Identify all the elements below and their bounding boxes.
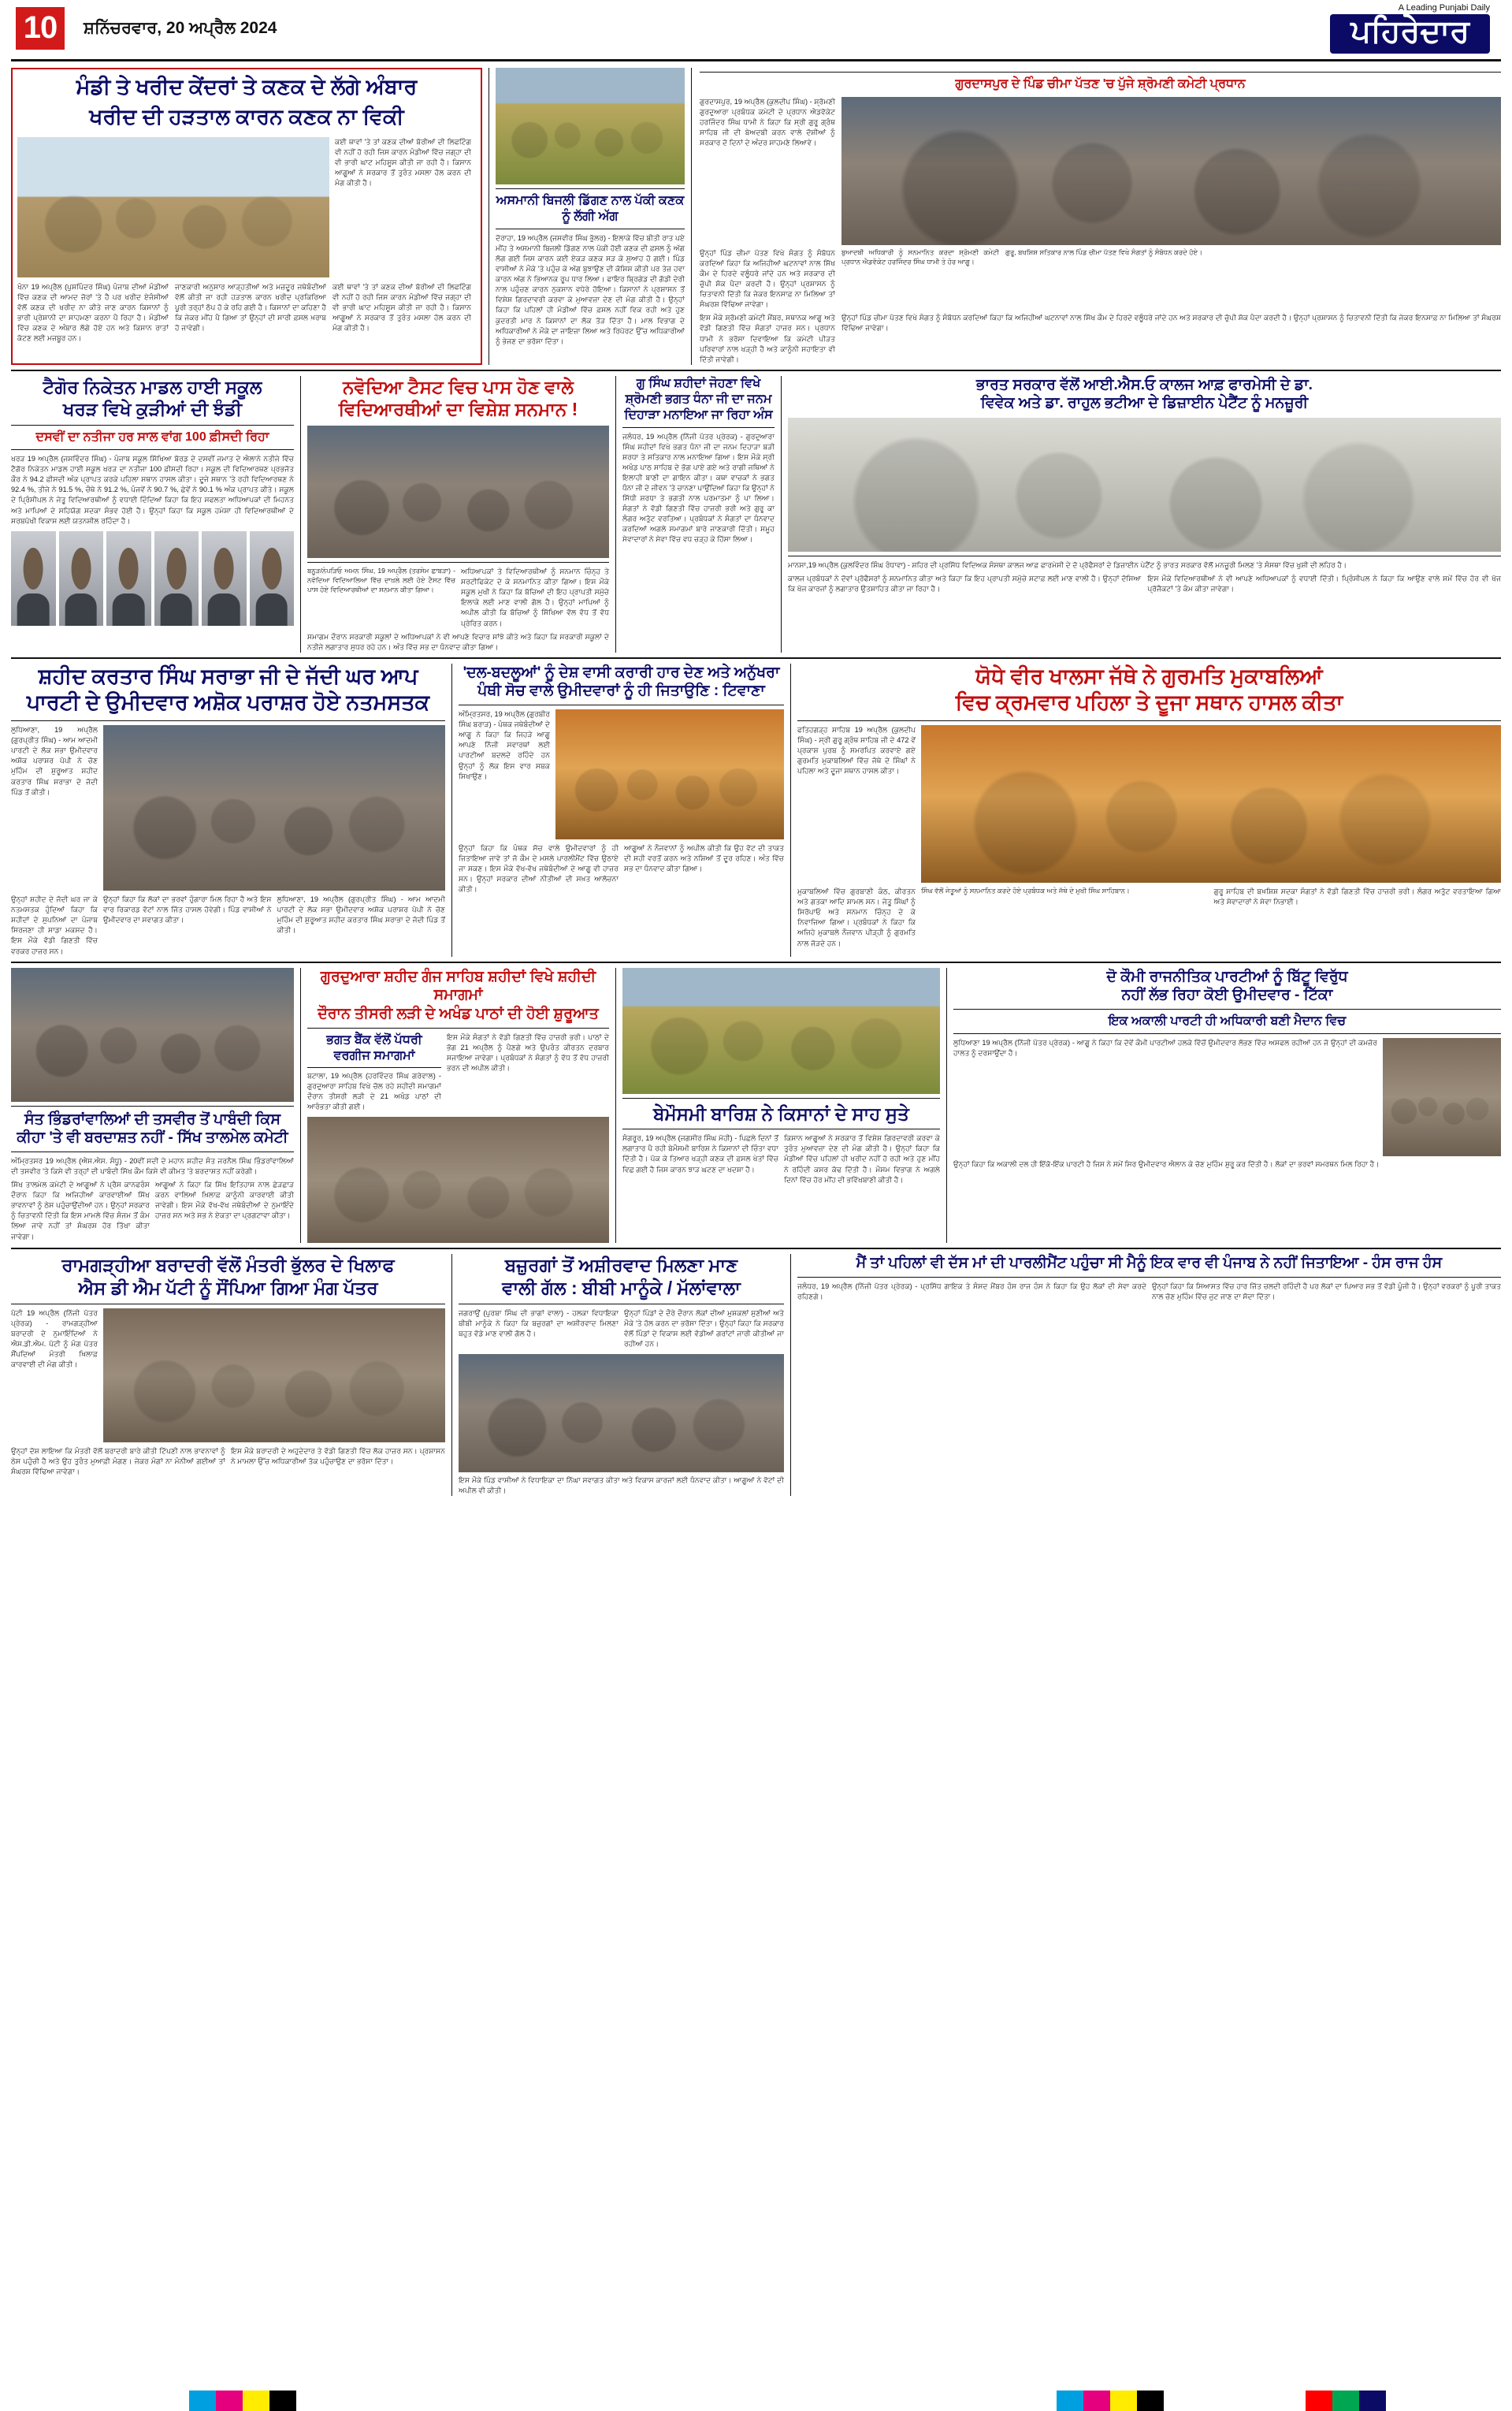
navodaya-text-col1: ਅਧਿਆਪਕਾਂ ਤੇ ਵਿਦਿਆਰਥੀਆਂ ਨੂੰ ਸਨਮਾਨ ਚਿੰਨ੍ਹ ਤੇ ਸਰਟੀਫਿਕੇਟ ਦੇ ਕੇ ਸਨਮਾਨਿਤ ਕੀਤਾ ਗਿਆ। ਇਸ ਮੌਕੇ ਸਕੂਲ ਮੁਖੀ ਨੇ ਕਿਹਾ ਕਿ ਬੱਚਿਆਂ ਦੀ ਇਹ ਪ੍ਰਾਪਤੀ ਸਮੁੱਚੇ ਇਲਾਕੇ ਲਈ ਮਾਣ ਵਾਲੀ ਗੱਲ ਹੈ। ਉਨ੍ਹਾਂ ਮਾਪਿਆਂ ਨੂੰ ਅਪੀਲ ਕੀਤੀ ਕਿ ਬੱਚਿਆਂ ਨੂੰ ਸਿੱਖਿਆ ਵੱਲ ਵੱਧ ਤੋਂ ਵੱਧ ਪ੍ਰੇਰਿਤ ਕਰਨ। bbox=[461, 567, 609, 627]
hans-article bbox=[791, 1254, 1501, 1496]
gurdwara-text-col2: ਇਸ ਮੌਕੇ ਸੰਗਤਾਂ ਨੇ ਵੱਡੀ ਗਿਣਤੀ ਵਿੱਚ ਹਾਜ਼ਰੀ ਭਰੀ। ਪਾਠਾਂ ਦੇ ਭੋਗ 21 ਅਪ੍ਰੈਲ ਨੂੰ ਪੈਣਗੇ ਅਤੇ ਉਪਰੰਤ ਕੀਰਤਨ ਦਰਬਾਰ ਸਜਾਇਆ ਜਾਵੇਗਾ। ਪ੍ਰਬੰਧਕਾਂ ਨੇ ਸੰਗਤਾਂ ਨੂੰ ਵੱਧ ਤੋਂ ਵੱਧ ਹਾਜ਼ਰੀ ਭਰਨ ਦੀ ਅਪੀਲ ਕੀਤੀ। bbox=[447, 1032, 609, 1072]
ramgarhia-text-col3: ਇਸ ਮੌਕੇ ਬਰਾਦਰੀ ਦੇ ਅਹੁਦੇਦਾਰ ਤੇ ਵੱਡੀ ਗਿਣਤੀ ਵਿੱਚ ਲੋਕ ਹਾਜ਼ਰ ਸਨ। ਪ੍ਰਸ਼ਾਸਨ ਨੇ ਮਾਮਲਾ ਉੱਚ ਅਧਿਕਾਰੀਆਂ ਤੱਕ ਪਹੁੰਚਾਉਣ ਦਾ ਭਰੋਸਾ ਦਿੱਤਾ। bbox=[231, 1446, 445, 1465]
advocate-caption-right: ਗੁਰੂ, ਬਖਸ਼ਿਸ਼ ਸਤਿਕਾਰ ਨਾਲ ਪਿੰਡ ਚੀਮਾ ਪੱਤਣ ਵਿਖੇ ਸੰਗਤਾਂ ਨੂੰ ਸੰਬੋਧਨ ਕਰਦੇ ਹੋਏ। bbox=[1005, 248, 1203, 256]
bhagat-article bbox=[616, 376, 782, 653]
lead-photo bbox=[17, 137, 329, 277]
page-number: 10 bbox=[16, 7, 65, 50]
bhindranwale-headline-line2: ਕੀਹਾ 'ਤੇ ਵੀ ਬਰਦਾਸ਼ਤ ਨਹੀਂ - ਸਿੱਖ ਤਾਲਮੇਲ ਕਮੇਟੀ bbox=[17, 1129, 288, 1147]
tikka-headline-line2: ਨਹੀਂ ਲੱਭ ਰਿਹਾ ਕੋਈ ਉਮੀਦਵਾਰ - ਟਿੱਕਾ bbox=[1121, 987, 1333, 1004]
topper-portrait bbox=[59, 531, 104, 626]
advocate-caption-left: ਬੁਆਦਬੀ ਅਧਿਕਾਰੀ ਨੂੰ ਸਨਮਾਨਿਤ ਕਰਦਾ ਸ਼੍ਰੋਮਣੀ ਕਮੇਟੀ ਪ੍ਰਧਾਨ ਐਡਵੋਕੇਟ ਹਰਜਿੰਦਰ ਸਿੰਘ ਧਾਮੀ ਤੇ ਹੋਰ ਆਗੂ। bbox=[841, 248, 999, 266]
gurdwara-headline-line2: ਦੌਰਾਨ ਤੀਸਰੀ ਲੜੀ ਦੇ ਅਖੰਡ ਪਾਠਾਂ ਦੀ ਹੋਈ ਸ਼ੁਰੂਆਤ bbox=[318, 1006, 599, 1023]
mallanwala-text-col3: ਇਸ ਮੌਕੇ ਪਿੰਡ ਵਾਸੀਆਂ ਨੇ ਵਿਧਾਇਕਾ ਦਾ ਨਿੱਘਾ ਸਵਾਗਤ ਕੀਤਾ ਅਤੇ ਵਿਕਾਸ ਕਾਰਜਾਂ ਲਈ ਧੰਨਵਾਦ ਕੀਤਾ। ਆਗੂਆਂ ਨੇ ਵੋਟਾਂ ਦੀ ਅਪੀਲ ਵੀ ਕੀਤੀ। bbox=[459, 1475, 784, 1494]
bhagat-text: ਜਲੰਧਰ, 19 ਅਪ੍ਰੈਲ (ਨਿੱਜੀ ਪੱਤਰ ਪ੍ਰੇਰਕ) - ਗੁਰਦੁਆਰਾ ਸਿੰਘ ਸ਼ਹੀਦਾਂ ਵਿਖੇ ਭਗਤ ਧੰਨਾ ਜੀ ਦਾ ਜਨਮ ਦਿਹਾੜਾ ਬੜੀ ਸ਼ਰਧਾ ਤੇ ਸਤਿਕਾਰ ਨਾਲ ਮਨਾਇਆ ਗਿਆ। ਇਸ ਮੌਕੇ ਸ੍ਰੀ ਅਖੰਡ ਪਾਠ ਸਾਹਿਬ ਦੇ ਭੋਗ ਪਾਏ ਗਏ ਅਤੇ ਰਾਗੀ ਜਥਿਆਂ ਨੇ ਇਲਾਹੀ ਬਾਣੀ ਦਾ ਗਾਇਨ ਕੀਤਾ। ਕਥਾ ਵਾਚਕਾਂ ਨੇ ਭਗਤ ਧੰਨਾ ਜੀ ਦੇ ਜੀਵਨ 'ਤੇ ਚਾਨਣਾ ਪਾਉਂਦਿਆਂ ਕਿਹਾ ਕਿ ਉਨ੍ਹਾਂ ਨੇ ਸਿੱਧੀ ਸ਼ਰਧਾ ਤੇ ਭਗਤੀ ਨਾਲ ਪਰਮਾਤਮਾ ਨੂੰ ਪਾ ਲਿਆ। ਸੰਗਤਾਂ ਨੇ ਵੱਡੀ ਗਿਣਤੀ ਵਿੱਚ ਹਾਜ਼ਰੀ ਭਰੀ ਅਤੇ ਗੁਰੂ ਕਾ ਲੰਗਰ ਅਤੁੱਟ ਵਰਤਿਆ। ਪ੍ਰਬੰਧਕਾਂ ਨੇ ਸੰਗਤਾਂ ਦਾ ਧੰਨਵਾਦ ਕਰਦਿਆਂ ਅਗਲੇ ਸਮਾਗਮਾਂ ਬਾਰੇ ਜਾਣਕਾਰੀ ਦਿੱਤੀ। ਸਮੂਹ ਸੇਵਾਦਾਰਾਂ ਨੇ ਸੇਵਾ ਵਿੱਚ ਵਧ ਚੜ੍ਹ ਕੇ ਹਿੱਸਾ ਲਿਆ। bbox=[622, 432, 775, 544]
tagore-subhead: ਦਸਵੀਂ ਦਾ ਨਤੀਜਾ ਹਰ ਸਾਲ ਵਾਂਗ 100 ਫ਼ੀਸਦੀ ਰਿਹਾ bbox=[35, 430, 269, 445]
lead-text-col1: ਖੰਨਾ 19 ਅਪ੍ਰੈਲ (ਪੁਸ਼ਪਿੰਦਰ ਸਿੰਘ) ਪੰਜਾਬ ਦੀਆਂ ਮੰਡੀਆਂ ਵਿੱਚ ਕਣਕ ਦੀ ਆਮਦ ਜ਼ੋਰਾਂ 'ਤੇ ਹੈ ਪਰ ਖਰੀਦ ਏਜੰਸੀਆਂ ਵੱਲੋਂ ਕਣਕ ਦੀ ਖਰੀਦ ਨਾ ਕੀਤੇ ਜਾਣ ਕਾਰਨ ਕਿਸਾਨਾਂ ਨੂੰ ਭਾਰੀ ਪ੍ਰੇਸ਼ਾਨੀ ਦਾ ਸਾਹਮਣਾ ਕਰਨਾ ਪੈ ਰਿਹਾ ਹੈ। ਮੰਡੀਆਂ ਵਿੱਚ ਕਣਕ ਦੇ ਅੰਬਾਰ ਲੱਗੇ ਹੋਏ ਹਨ ਅਤੇ ਕਿਸਾਨ ਰਾਤਾਂ ਕੱਟਣ ਲਈ ਮਜਬੂਰ ਹਨ। bbox=[17, 282, 169, 342]
dal-badlu-photo bbox=[555, 709, 784, 839]
bhindranwale-text-col1: ਅੰਮ੍ਰਿਤਸਰ 19 ਅਪ੍ਰੈਲ (ਐਸ.ਐਸ. ਸੰਧੂ) - 20ਵੀਂ ਸਦੀ ਦੇ ਮਹਾਨ ਸ਼ਹੀਦ ਸੰਤ ਜਰਨੈਲ ਸਿੰਘ ਭਿੰਡਰਾਂਵਾਲਿਆਂ ਦੀ ਤਸਵੀਰ 'ਤੇ ਕਿਸੇ ਵੀ ਤਰ੍ਹਾਂ ਦੀ ਪਾਬੰਦੀ ਸਿੱਖ ਕੌਮ ਕਿਸੇ ਵੀ ਕੀਮਤ 'ਤੇ ਬਰਦਾਸ਼ਤ ਨਹੀਂ ਕਰੇਗੀ। bbox=[11, 1157, 294, 1176]
navodaya-headline-line1: ਨਵੋਦਿਆ ਟੈਸਟ ਵਿਚ ਪਾਸ ਹੋਣ ਵਾਲੇ bbox=[343, 376, 574, 397]
advocate-text-col2: ਉਨ੍ਹਾਂ ਪਿੰਡ ਚੀਮਾ ਪੱਤਣ ਵਿਖੇ ਸੰਗਤ ਨੂੰ ਸੰਬੋਧਨ ਕਰਦਿਆਂ ਕਿਹਾ ਕਿ ਅਜਿਹੀਆਂ ਘਟਨਾਵਾਂ ਨਾਲ ਸਿੱਖ ਕੌਮ ਦੇ ਹਿਰਦੇ ਵਲੂੰਧਰੇ ਜਾਂਦੇ ਹਨ ਅਤੇ ਸਰਕਾਰ ਦੀ ਚੁੱਪੀ ਸ਼ੱਕ ਪੈਦਾ ਕਰਦੀ ਹੈ। ਉਨ੍ਹਾਂ ਪ੍ਰਸ਼ਾਸਨ ਨੂੰ ਚਿਤਾਵਨੀ ਦਿੱਤੀ ਕਿ ਜੇਕਰ ਇਨਸਾਫ਼ ਨਾ ਮਿਲਿਆ ਤਾਂ ਸੰਘਰਸ਼ ਵਿੱਢਿਆ ਜਾਵੇਗਾ। bbox=[700, 249, 835, 309]
rain-text-col2: ਕਿਸਾਨ ਆਗੂਆਂ ਨੇ ਸਰਕਾਰ ਤੋਂ ਵਿਸ਼ੇਸ਼ ਗਿਰਦਾਵਰੀ ਕਰਵਾ ਕੇ ਤੁਰੰਤ ਮੁਆਵਜ਼ਾ ਦੇਣ ਦੀ ਮੰਗ ਕੀਤੀ ਹੈ। ਉਨ੍ਹਾਂ ਕਿਹਾ ਕਿ ਮੰਡੀਆਂ ਵਿੱਚ ਪਹਿਲਾਂ ਹੀ ਖਰੀਦ ਨਹੀਂ ਹੋ ਰਹੀ ਅਤੇ ਹੁਣ ਮੀਂਹ ਨੇ ਰਹਿੰਦੀ ਕਸਰ ਕੱਢ ਦਿੱਤੀ ਹੈ। ਮੌਸਮ ਵਿਭਾਗ ਨੇ ਅਗਲੇ ਦਿਨਾਂ ਵਿੱਚ ਹੋਰ ਮੀਂਹ ਦੀ ਭਵਿੱਖਬਾਣੀ ਕੀਤੀ ਹੈ। bbox=[784, 1134, 940, 1184]
fire-headline: ਅਸਮਾਨੀ ਬਿਜਲੀ ਡਿੱਗਣ ਨਾਲ ਪੱਕੀ ਕਣਕ ਨੂੰ ਲੱਗੀ ਅੱਗ bbox=[496, 194, 685, 223]
fire-text: ਦੋਰਾਹਾ, 19 ਅਪ੍ਰੈਲ (ਜਸਵੀਰ ਸਿੰਘ ਭੁੱਲਰ) - ਇਲਾਕੇ ਵਿੱਚ ਬੀਤੀ ਰਾਤ ਪਏ ਮੀਂਹ ਤੇ ਅਸਮਾਨੀ ਬਿਜਲੀ ਡਿੱਗਣ ਨਾਲ ਪੱਕੀ ਹੋਈ ਕਣਕ ਦੀ ਫ਼ਸਲ ਨੂੰ ਅੱਗ ਲੱਗ ਗਈ ਜਿਸ ਕਾਰਨ ਕਈ ਏਕੜ ਕਣਕ ਸੜ ਕੇ ਸੁਆਹ ਹੋ ਗਈ। ਪਿੰਡ ਵਾਸੀਆਂ ਨੇ ਮੌਕੇ 'ਤੇ ਪਹੁੰਚ ਕੇ ਅੱਗ ਬੁਝਾਉਣ ਦੀ ਕੋਸ਼ਿਸ਼ ਕੀਤੀ ਪਰ ਤੇਜ਼ ਹਵਾ ਕਾਰਨ ਅੱਗ ਨੇ ਭਿਆਨਕ ਰੂਪ ਧਾਰ ਲਿਆ। ਫਾਇਰ ਬ੍ਰਿਗੇਡ ਦੀ ਗੱਡੀ ਦੇਰੀ ਨਾਲ ਪਹੁੰਚਣ ਕਾਰਨ ਨੁਕਸਾਨ ਵਧੇਰੇ ਹੋਇਆ। ਕਿਸਾਨਾਂ ਨੇ ਪ੍ਰਸ਼ਾਸਨ ਤੋਂ ਵਿਸ਼ੇਸ਼ ਗਿਰਦਾਵਰੀ ਕਰਵਾ ਕੇ ਮੁਆਵਜ਼ਾ ਦੇਣ ਦੀ ਮੰਗ ਕੀਤੀ ਹੈ। ਉਨ੍ਹਾਂ ਕਿਹਾ ਕਿ ਪਹਿਲਾਂ ਹੀ ਮੰਡੀਆਂ ਵਿੱਚ ਫ਼ਸਲ ਨਹੀਂ ਵਿਕ ਰਹੀ ਅਤੇ ਹੁਣ ਕੁਦਰਤੀ ਮਾਰ ਨੇ ਕਿਸਾਨਾਂ ਦਾ ਲੱਕ ਤੋੜ ਦਿੱਤਾ ਹੈ। ਮਾਲ ਵਿਭਾਗ ਦੇ ਅਧਿਕਾਰੀਆਂ ਨੇ ਮੌਕੇ ਦਾ ਜਾਇਜ਼ਾ ਲਿਆ ਅਤੇ ਰਿਪੋਰਟ ਉੱਚ ਅਧਿਕਾਰੀਆਂ ਨੂੰ ਭੇਜਣ ਦਾ ਭਰੋਸਾ ਦਿੱਤਾ। bbox=[496, 234, 685, 345]
lead-headline-line1: ਮੰਡੀ ਤੇ ਖਰੀਦ ਕੇਂਦਰਾਂ ਤੇ ਕਣਕ ਦੇ ਲੱਗੇ ਅੰਬਾਰ bbox=[76, 75, 418, 99]
govt-award-text-col2: ਕਾਲਜ ਪ੍ਰਬੰਧਕਾਂ ਨੇ ਦੋਵਾਂ ਪ੍ਰੋਫੈਸਰਾਂ ਨੂੰ ਸਨਮਾਨਿਤ ਕੀਤਾ ਅਤੇ ਕਿਹਾ ਕਿ ਇਹ ਪ੍ਰਾਪਤੀ ਸਮੁੱਚੇ ਸਟਾਫ਼ ਲਈ ਮਾਣ ਵਾਲੀ ਹੈ। ਉਨ੍ਹਾਂ ਦੱਸਿਆ ਕਿ ਖੋਜ ਕਾਰਜਾਂ ਨੂੰ ਲਗਾਤਾਰ ਉਤਸ਼ਾਹਿਤ ਕੀਤਾ ਜਾ ਰਿਹਾ ਹੈ। bbox=[788, 575, 1142, 593]
govt-award-headline-line1: ਭਾਰਤ ਸਰਕਾਰ ਵੱਲੋਂ ਆਈ.ਐਸ.ਓ ਕਾਲਜ ਆਫ਼ ਫਾਰਮੇਸੀ ਦੇ ਡਾ. bbox=[976, 376, 1313, 393]
govt-award-article bbox=[782, 376, 1501, 653]
tagore-article bbox=[11, 376, 301, 653]
khalsa-article bbox=[791, 664, 1501, 957]
tikka-subhead: ਇਕ ਅਕਾਲੀ ਪਾਰਟੀ ਹੀ ਅਧਿਕਾਰੀ ਬਣੀ ਮੈਦਾਨ ਵਿਚ bbox=[1108, 1014, 1347, 1029]
advocate-text-col3: ਇਸ ਮੌਕੇ ਸ਼੍ਰੋਮਣੀ ਕਮੇਟੀ ਮੈਂਬਰ, ਸਥਾਨਕ ਆਗੂ ਅਤੇ ਵੱਡੀ ਗਿਣਤੀ ਵਿੱਚ ਸੰਗਤਾਂ ਹਾਜ਼ਰ ਸਨ। ਪ੍ਰਧਾਨ ਧਾਮੀ ਨੇ ਭਰੋਸਾ ਦਿਵਾਇਆ ਕਿ ਕਮੇਟੀ ਪੀੜਤ ਪਰਿਵਾਰਾਂ ਨਾਲ ਖੜ੍ਹੀ ਹੈ ਅਤੇ ਕਾਨੂੰਨੀ ਸਹਾਇਤਾ ਵੀ ਦਿੱਤੀ ਜਾਵੇਗੀ। bbox=[700, 314, 835, 363]
gurdwara-headline-line1: ਗੁਰਦੁਆਰਾ ਸ਼ਹੀਦ ਗੰਜ ਸਾਹਿਬ ਸ਼ਹੀਦਾਂ ਵਿਖੇ ਸ਼ਹੀਦੀ ਸਮਾਗਮਾਂ bbox=[320, 968, 596, 1004]
band-2 bbox=[11, 376, 1501, 653]
gurdwara-photo bbox=[307, 1117, 609, 1243]
navodaya-caption: ਬਨੂੜ/ਨੇਪੜਿਓ ਅਮਨ ਸਿੰਘ, 19 ਅਪ੍ਰੈਲ (ਤਰਸੇਮ ਛਾਬੜਾ) - ਨਵੋਦਿਆ ਵਿਦਿਆਲਿਆ ਵਿੱਚ ਦਾਖ਼ਲੇ ਲਈ ਹੋਏ ਟੈਸਟ ਵਿੱਚ ਪਾਸ ਹੋਏ ਵਿਦਿਆਰਥੀਆਂ ਦਾ ਸਨਮਾਨ ਕੀਤਾ ਗਿਆ। bbox=[307, 567, 455, 593]
kartar-headline-line2: ਪਾਰਟੀ ਦੇ ਉਮੀਦਵਾਰ ਅਸ਼ੋਕ ਪਰਾਸ਼ਰ ਹੋਏ ਨਤਮਸਤਕ bbox=[26, 690, 430, 715]
topper-portrait bbox=[250, 531, 295, 626]
bhindranwale-headline-line1: ਸੰਤ ਭਿੰਡਰਾਂਵਾਲਿਆਂ ਦੀ ਤਸਵੀਰ ਤੋਂ ਪਾਬੰਦੀ ਕਿਸ bbox=[24, 1111, 280, 1128]
fire-article bbox=[489, 68, 692, 365]
bhagat-headline-line1: ਗੁ ਸਿੰਘ ਸ਼ਹੀਦਾਂ ਜੋਹਣਾ ਵਿਖੇ bbox=[636, 376, 761, 390]
rain-headline: ਬੇਮੌਸਮੀ ਬਾਰਿਸ਼ ਨੇ ਕਿਸਾਨਾਂ ਦੇ ਸਾਹ ਸੁਤੇ bbox=[653, 1103, 909, 1124]
ramgarhia-article bbox=[11, 1254, 452, 1496]
topper-portrait bbox=[106, 531, 151, 626]
mallanwala-article bbox=[452, 1254, 791, 1496]
gurdwara-article bbox=[301, 968, 616, 1244]
ramgarhia-photo bbox=[103, 1308, 445, 1442]
masthead-tagline: A Leading Punjabi Daily bbox=[1398, 2, 1490, 13]
ramgarhia-headline-line2: ਐਸ ਡੀ ਐਮ ਪੱਟੀ ਨੂੰ ਸੌਂਪਿਆ ਗਿਆ ਮੰਗ ਪੱਤਰ bbox=[78, 1277, 378, 1298]
rain-text-col1: ਸੰਗਰੂਰ, 19 ਅਪ੍ਰੈਲ (ਜਗਸੀਰ ਸਿੰਘ ਮੋਹੀ) - ਪਿਛਲੇ ਦਿਨਾਂ ਤੋਂ ਲਗਾਤਾਰ ਪੈ ਰਹੀ ਬੇਮੌਸਮੀ ਬਾਰਿਸ਼ ਨੇ ਕਿਸਾਨਾਂ ਦੀ ਚਿੰਤਾ ਵਧਾ ਦਿੱਤੀ ਹੈ। ਪੱਕ ਕੇ ਤਿਆਰ ਖੜ੍ਹੀ ਕਣਕ ਦੀ ਫ਼ਸਲ ਖੇਤਾਂ ਵਿੱਚ ਵਿਛ ਗਈ ਹੈ ਜਿਸ ਕਾਰਨ ਝਾੜ ਘਟਣ ਦਾ ਖਦਸ਼ਾ ਹੈ। bbox=[622, 1134, 778, 1174]
publication-date: ਸ਼ਨਿੱਚਰਵਾਰ, 20 ਅਪ੍ਰੈਲ 2024 bbox=[84, 18, 277, 37]
dal-badlu-article bbox=[452, 664, 791, 957]
mallanwala-photo bbox=[459, 1354, 784, 1472]
gurdwara-sub-headline-1: ਭਗਤ ਬੈਂਕ ਵੱਲੋਂ ਪੱਧਰੀ bbox=[326, 1032, 422, 1047]
khalsa-headline-line1: ਯੋਧੇ ਵੀਰ ਖਾਲਸਾ ਜੱਥੇ ਨੇ ਗੁਰਮਤਿ ਮੁਕਾਬਲਿਆਂ bbox=[975, 664, 1323, 688]
mallanwala-text-col2: ਉਨ੍ਹਾਂ ਪਿੰਡਾਂ ਦੇ ਦੌਰੇ ਦੌਰਾਨ ਲੋਕਾਂ ਦੀਆਂ ਮੁਸ਼ਕਲਾਂ ਸੁਣੀਆਂ ਅਤੇ ਮੌਕੇ 'ਤੇ ਹੱਲ ਕਰਨ ਦਾ ਭਰੋਸਾ ਦਿੱਤਾ। ਉਨ੍ਹਾਂ ਕਿਹਾ ਕਿ ਸਰਕਾਰ ਵੱਲੋਂ ਪਿੰਡਾਂ ਦੇ ਵਿਕਾਸ ਲਈ ਵੱਡੀਆਂ ਗਰਾਂਟਾਂ ਜਾਰੀ ਕੀਤੀਆਂ ਜਾ ਰਹੀਆਂ ਹਨ। bbox=[624, 1308, 784, 1348]
kartar-text-col4: ਲੁਧਿਆਣਾ, 19 ਅਪ੍ਰੈਲ (ਗੁਰਪ੍ਰੀਤ ਸਿੰਘ) - ਆਮ ਆਦਮੀ ਪਾਰਟੀ ਦੇ ਲੋਕ ਸਭਾ ਉਮੀਦਵਾਰ ਅਸ਼ੋਕ ਪਰਾਸ਼ਰ ਪੱਪੀ ਨੇ ਚੋਣ ਮੁਹਿੰਮ ਦੀ ਸ਼ੁਰੂਆਤ ਸ਼ਹੀਦ ਕਰਤਾਰ ਸਿੰਘ ਸਰਾਭਾ ਦੇ ਜੱਦੀ ਪਿੰਡ ਤੋਂ ਕੀਤੀ। bbox=[277, 895, 445, 935]
bhagat-headline-line3: ਦਿਹਾੜਾ ਮਨਾਇਆ ਜਾ ਰਿਹਾ ਅੰਸ bbox=[624, 407, 773, 422]
navodaya-text-col2: ਸਮਾਗਮ ਦੌਰਾਨ ਸਰਕਾਰੀ ਸਕੂਲਾਂ ਦੇ ਅਧਿਆਪਕਾਂ ਨੇ ਵੀ ਆਪਣੇ ਵਿਚਾਰ ਸਾਂਝੇ ਕੀਤੇ ਅਤੇ ਕਿਹਾ ਕਿ ਸਰਕਾਰੀ ਸਕੂਲਾਂ ਦੇ ਨਤੀਜੇ ਲਗਾਤਾਰ ਸੁਧਰ ਰਹੇ ਹਨ। ਅੰਤ ਵਿੱਚ ਸਭ ਦਾ ਧੰਨਵਾਦ ਕੀਤਾ ਗਿਆ। bbox=[307, 632, 609, 651]
band-3 bbox=[11, 664, 1501, 957]
band-5 bbox=[11, 1254, 1501, 1496]
hans-headline: ਮੈਂ ਤਾਂ ਪਹਿਲਾਂ ਵੀ ਦੱਸ ਮਾਂ ਦੀ ਪਾਰਲੀਮੈਂਟ ਪਹੁੰਚਾ ਸੀ ਮੈਨੂੰ ਇਕ ਵਾਰ ਵੀ ਪੰਜਾਬ ਨੇ ਨਹੀਂ ਜਿਤਾਇਆ - ਹੰਸ ਰਾਜ ਹੰਸ bbox=[856, 1255, 1443, 1272]
bhindranwale-photo bbox=[11, 968, 294, 1102]
govt-award-text-col3: ਇਸ ਮੌਕੇ ਵਿਦਿਆਰਥੀਆਂ ਨੇ ਵੀ ਆਪਣੇ ਅਧਿਆਪਕਾਂ ਨੂੰ ਵਧਾਈ ਦਿੱਤੀ। ਪ੍ਰਿੰਸੀਪਲ ਨੇ ਕਿਹਾ ਕਿ ਆਉਣ ਵਾਲੇ ਸਮੇਂ ਵਿੱਚ ਹੋਰ ਵੀ ਖੋਜ ਪ੍ਰੋਜੈਕਟਾਂ 'ਤੇ ਕੰਮ ਕੀਤਾ ਜਾਵੇਗਾ। bbox=[1147, 575, 1501, 593]
tagore-text: ਖਰੜ 19 ਅਪ੍ਰੈਲ (ਜਸਵਿੰਦਰ ਸਿੰਘ) - ਪੰਜਾਬ ਸਕੂਲ ਸਿੱਖਿਆ ਬੋਰਡ ਦੇ ਦਸਵੀਂ ਜਮਾਤ ਦੇ ਐਲਾਨੇ ਨਤੀਜੇ ਵਿੱਚ ਟੈਗੋਰ ਨਿਕੇਤਨ ਮਾਡਲ ਹਾਈ ਸਕੂਲ ਖਰੜ ਦਾ ਨਤੀਜਾ 100 ਫ਼ੀਸਦੀ ਰਿਹਾ। ਸਕੂਲ ਦੀ ਵਿਦਿਆਰਥਣ ਪ੍ਰਭਜੋਤ ਕੌਰ ਨੇ 94.2 ਫ਼ੀਸਦੀ ਅੰਕ ਪ੍ਰਾਪਤ ਕਰਕੇ ਪਹਿਲਾ ਸਥਾਨ ਹਾਸਲ ਕੀਤਾ। ਦੂਜੇ ਸਥਾਨ 'ਤੇ ਰਹੀ ਵਿਦਿਆਰਥਣ ਨੇ 92.4 %, ਤੀਜੇ ਨੇ 91.5 %, ਚੌਥੇ ਨੇ 91.2 %, ਪੰਜਵੇਂ ਨੇ 90.7 %, ਛੇਵੇਂ ਨੇ 90.1 % ਅੰਕ ਪ੍ਰਾਪਤ ਕੀਤੇ। ਸਕੂਲ ਦੇ ਪ੍ਰਿੰਸੀਪਲ ਨੇ ਜੇਤੂ ਵਿਦਿਆਰਥੀਆਂ ਨੂੰ ਵਧਾਈ ਦਿੰਦਿਆਂ ਕਿਹਾ ਕਿ ਇਹ ਸਫਲਤਾ ਅਧਿਆਪਕਾਂ ਦੀ ਮਿਹਨਤ ਅਤੇ ਮਾਪਿਆਂ ਦੇ ਸਹਿਯੋਗ ਸਦਕਾ ਸੰਭਵ ਹੋਈ ਹੈ। ਉਨ੍ਹਾਂ ਕਿਹਾ ਕਿ ਸਕੂਲ ਹਮੇਸ਼ਾ ਹੀ ਵਿਦਿਆਰਥੀਆਂ ਦੇ ਸਰਬਪੱਖੀ ਵਿਕਾਸ ਲਈ ਯਤਨਸ਼ੀਲ ਰਹਿੰਦਾ ਹੈ। bbox=[11, 455, 294, 525]
khalsa-text-col3: ਗੁਰੂ ਸਾਹਿਬ ਦੀ ਬਖ਼ਸ਼ਿਸ਼ ਸਦਕਾ ਸੰਗਤਾਂ ਨੇ ਵੱਡੀ ਗਿਣਤੀ ਵਿੱਚ ਹਾਜ਼ਰੀ ਭਰੀ। ਲੰਗਰ ਅਤੁੱਟ ਵਰਤਾਇਆ ਗਿਆ ਅਤੇ ਸੇਵਾਦਾਰਾਂ ਨੇ ਸੇਵਾ ਨਿਭਾਈ। bbox=[1213, 887, 1501, 906]
topper-portrait bbox=[11, 531, 56, 626]
advocate-text-col1: ਗੁਰਦਾਸਪੁਰ, 19 ਅਪ੍ਰੈਲ (ਕੁਲਦੀਪ ਸਿੰਘ) - ਸ਼੍ਰੋਮਣੀ ਗੁਰਦੁਆਰਾ ਪ੍ਰਬੰਧਕ ਕਮੇਟੀ ਦੇ ਪ੍ਰਧਾਨ ਐਡਵੋਕੇਟ ਹਰਜਿੰਦਰ ਸਿੰਘ ਧਾਮੀ ਨੇ ਕਿਹਾ ਕਿ ਸ੍ਰੀ ਗੁਰੂ ਗ੍ਰੰਥ ਸਾਹਿਬ ਜੀ ਦੀ ਬੇਅਦਬੀ ਕਰਨ ਵਾਲੇ ਦੋਸ਼ੀਆਂ ਨੂੰ ਸਰਕਾਰ ਦੋ ਦਿਨਾਂ ਦੇ ਅੰਦਰ ਸਾਹਮਣੇ ਲਿਆਵੇ। bbox=[700, 98, 835, 147]
tagore-headline-line2: ਖਰੜ ਵਿਖੇ ਕੁੜੀਆਂ ਦੀ ਝੰਡੀ bbox=[62, 399, 243, 420]
tikka-headline-line1: ਦੋ ਕੌਮੀ ਰਾਜਨੀਤਿਕ ਪਾਰਟੀਆਂ ਨੂੰ ਬਿੱਟੂ ਵਿਰੁੱਧ bbox=[1106, 968, 1348, 985]
lead-text-col4: ਕਈ ਥਾਵਾਂ 'ਤੇ ਤਾਂ ਕਣਕ ਦੀਆਂ ਬੋਰੀਆਂ ਦੀ ਲਿਫਟਿੰਗ ਵੀ ਨਹੀਂ ਹੋ ਰਹੀ ਜਿਸ ਕਾਰਨ ਮੰਡੀਆਂ ਵਿੱਚ ਜਗ੍ਹਾ ਦੀ ਵੀ ਭਾਰੀ ਘਾਟ ਮਹਿਸੂਸ ਕੀਤੀ ਜਾ ਰਹੀ ਹੈ। ਕਿਸਾਨ ਆਗੂਆਂ ਨੇ ਸਰਕਾਰ ਤੋਂ ਤੁਰੰਤ ਮਸਲਾ ਹੱਲ ਕਰਨ ਦੀ ਮੰਗ ਕੀਤੀ ਹੈ। bbox=[332, 282, 471, 332]
sgpc-photo bbox=[841, 97, 1501, 245]
bhindranwale-article bbox=[11, 968, 301, 1244]
khalsa-text-col1: ਫਤਿਹਗੜ੍ਹ ਸਾਹਿਬ 19 ਅਪ੍ਰੈਲ (ਕੁਲਦੀਪ ਸਿੰਘ) - ਸ੍ਰੀ ਗੁਰੂ ਗ੍ਰੰਥ ਸਾਹਿਬ ਜੀ ਦੇ 472 ਵੇਂ ਪ੍ਰਕਾਸ਼ ਪੁਰਬ ਨੂੰ ਸਮਰਪਿਤ ਕਰਵਾਏ ਗਏ ਗੁਰਮਤਿ ਮੁਕਾਬਲਿਆਂ ਵਿੱਚ ਜੱਥੇ ਦੇ ਸਿੰਘਾਂ ਨੇ ਪਹਿਲਾ ਅਤੇ ਦੂਜਾ ਸਥਾਨ ਹਾਸਲ ਕੀਤਾ। bbox=[797, 726, 916, 776]
gurdwara-text-col1: ਬਟਾਲਾ, 19 ਅਪ੍ਰੈਲ (ਹਰਵਿੰਦਰ ਸਿੰਘ ਗਰੇਵਾਲ) - ਗੁਰਦੁਆਰਾ ਸਾਹਿਬ ਵਿਖੇ ਚੱਲ ਰਹੇ ਸ਼ਹੀਦੀ ਸਮਾਗਮਾਂ ਦੌਰਾਨ ਤੀਸਰੀ ਲੜੀ ਦੇ 21 ਅਖੰਡ ਪਾਠਾਂ ਦੀ ਆਰੰਭਤਾ ਕੀਤੀ ਗਈ। bbox=[307, 1071, 441, 1111]
gurdwara-sub-headline-2: ਵਰਗੀਜ ਸਮਾਗਮਾਂ bbox=[333, 1048, 415, 1062]
mallanwala-headline-line1: ਬਜ਼ੁਰਗਾਂ ਤੋਂ ਅਸ਼ੀਰਵਾਦ ਮਿਲਣਾ ਮਾਣ bbox=[504, 1255, 738, 1276]
hans-text-col1: ਜਲੰਧਰ, 19 ਅਪ੍ਰੈਲ (ਨਿੱਜੀ ਪੱਤਰ ਪ੍ਰੇਰਕ) - ਪ੍ਰਸਿੱਧ ਗਾਇਕ ਤੇ ਸੰਸਦ ਮੈਂਬਰ ਹੰਸ ਰਾਜ ਹੰਸ ਨੇ ਕਿਹਾ ਕਿ ਉਹ ਲੋਕਾਂ ਦੀ ਸੇਵਾ ਕਰਦੇ ਰਹਿਣਗੇ। bbox=[797, 1282, 1146, 1300]
kartar-text-col2: ਉਨ੍ਹਾਂ ਸ਼ਹੀਦ ਦੇ ਜੱਦੀ ਘਰ ਜਾ ਕੇ ਨਤਮਸਤਕ ਹੁੰਦਿਆਂ ਕਿਹਾ ਕਿ ਸ਼ਹੀਦਾਂ ਦੇ ਸੁਪਨਿਆਂ ਦਾ ਪੰਜਾਬ ਸਿਰਜਣਾ ਹੀ ਸਾਡਾ ਮਕਸਦ ਹੈ। ਇਸ ਮੌਕੇ ਵੱਡੀ ਗਿਣਤੀ ਵਿੱਚ ਵਰਕਰ ਹਾਜ਼ਰ ਸਨ। bbox=[11, 895, 98, 955]
bhindranwale-text-col2: ਸਿੱਖ ਤਾਲਮੇਲ ਕਮੇਟੀ ਦੇ ਆਗੂਆਂ ਨੇ ਪ੍ਰੈਸ ਕਾਨਫਰੰਸ ਦੌਰਾਨ ਕਿਹਾ ਕਿ ਅਜਿਹੀਆਂ ਕਾਰਵਾਈਆਂ ਸਿੱਖ ਭਾਵਨਾਵਾਂ ਨੂੰ ਠੇਸ ਪਹੁੰਚਾਉਂਦੀਆਂ ਹਨ। ਉਨ੍ਹਾਂ ਸਰਕਾਰ ਨੂੰ ਚਿਤਾਵਨੀ ਦਿੱਤੀ ਕਿ ਇਸ ਮਾਮਲੇ ਵਿੱਚ ਸੰਜਮ ਤੋਂ ਕੰਮ ਲਿਆ ਜਾਵੇ ਨਹੀਂ ਤਾਂ ਸੰਘਰਸ਼ ਹੋਰ ਤਿੱਖਾ ਕੀਤਾ ਜਾਵੇਗਾ। bbox=[11, 1181, 150, 1241]
khalsa-headline-line2: ਵਿਚ ਕ੍ਰਮਵਾਰ ਪਹਿਲਾ ਤੇ ਦੂਜਾ ਸਥਾਨ ਹਾਸਲ ਕੀਤਾ bbox=[955, 690, 1343, 715]
navodaya-article bbox=[301, 376, 616, 653]
khalsa-photo bbox=[921, 725, 1501, 883]
tikka-text-col2: ਉਨ੍ਹਾਂ ਕਿਹਾ ਕਿ ਅਕਾਲੀ ਦਲ ਹੀ ਇੱਕੋ-ਇੱਕ ਪਾਰਟੀ ਹੈ ਜਿਸ ਨੇ ਸਮੇਂ ਸਿਰ ਉਮੀਦਵਾਰ ਐਲਾਨ ਕੇ ਚੋਣ ਮੁਹਿੰਮ ਸ਼ੁਰੂ ਕਰ ਦਿੱਤੀ ਹੈ। ਲੋਕਾਂ ਦਾ ਭਰਵਾਂ ਸਮਰਥਨ ਮਿਲ ਰਿਹਾ ਹੈ। bbox=[953, 1160, 1380, 1169]
masthead bbox=[11, 0, 1501, 61]
tagore-toppers-photos bbox=[11, 531, 294, 626]
advocate-subhead: ਗੁਰਦਾਸਪੁਰ ਦੇ ਪਿੰਡ ਚੀਮਾ ਪੱਤਣ 'ਚ ਪੁੱਜੇ ਸ਼੍ਰੋਮਣੀ ਕਮੇਟੀ ਪ੍ਰਧਾਨ bbox=[955, 77, 1246, 91]
tikka-text-col1: ਲੁਧਿਆਣਾ 19 ਅਪ੍ਰੈਲ (ਨਿੱਜੀ ਪੱਤਰ ਪ੍ਰੇਰਕ) - ਆਗੂ ਨੇ ਕਿਹਾ ਕਿ ਦੋਵੇਂ ਕੌਮੀ ਪਾਰਟੀਆਂ ਹਲਕੇ ਵਿੱਚੋਂ ਉਮੀਦਵਾਰ ਲੱਭਣ ਵਿੱਚ ਅਸਫਲ ਰਹੀਆਂ ਹਨ ਜੋ ਉਨ੍ਹਾਂ ਦੀ ਕਮਜ਼ੋਰ ਹਾਲਤ ਨੂੰ ਦਰਸਾਉਂਦਾ ਹੈ। bbox=[953, 1039, 1377, 1058]
kartar-text-col1: ਲੁਧਿਆਣਾ, 19 ਅਪ੍ਰੈਲ (ਗੁਰਪ੍ਰੀਤ ਸਿੰਘ) - ਆਮ ਆਦਮੀ ਪਾਰਟੀ ਦੇ ਲੋਕ ਸਭਾ ਉਮੀਦਵਾਰ ਅਸ਼ੋਕ ਪਰਾਸ਼ਰ ਪੱਪੀ ਨੇ ਚੋਣ ਮੁਹਿੰਮ ਦੀ ਸ਼ੁਰੂਆਤ ਸ਼ਹੀਦ ਕਰਤਾਰ ਸਿੰਘ ਸਰਾਭਾ ਦੇ ਜੱਦੀ ਪਿੰਡ ਤੋਂ ਕੀਤੀ। bbox=[11, 726, 98, 796]
tikka-photo bbox=[1383, 1038, 1501, 1156]
ramgarhia-text-col1: ਪੱਟੀ 19 ਅਪ੍ਰੈਲ (ਨਿੱਜੀ ਪੱਤਰ ਪ੍ਰੇਰਕ) - ਰਾਮਗੜ੍ਹੀਆ ਬਰਾਦਰੀ ਦੇ ਨੁਮਾਇੰਦਿਆਂ ਨੇ ਐਸ.ਡੀ.ਐਮ. ਪੱਟੀ ਨੂੰ ਮੰਗ ਪੱਤਰ ਸੌਂਪਦਿਆਂ ਮੰਤਰੀ ਖ਼ਿਲਾਫ਼ ਕਾਰਵਾਈ ਦੀ ਮੰਗ ਕੀਤੀ। bbox=[11, 1308, 98, 1368]
khalsa-text-col2: ਮੁਕਾਬਲਿਆਂ ਵਿੱਚ ਗੁਰਬਾਣੀ ਕੰਠ, ਕੀਰਤਨ ਅਤੇ ਗਤਕਾ ਆਦਿ ਸ਼ਾਮਲ ਸਨ। ਜੇਤੂ ਸਿੰਘਾਂ ਨੂੰ ਸਿਰੋਪਾਓ ਅਤੇ ਸਨਮਾਨ ਚਿੰਨ੍ਹ ਦੇ ਕੇ ਨਿਵਾਜਿਆ ਗਿਆ। ਪ੍ਰਬੰਧਕਾਂ ਨੇ ਕਿਹਾ ਕਿ ਅਜਿਹੇ ਮੁਕਾਬਲੇ ਨੌਜਵਾਨ ਪੀੜ੍ਹੀ ਨੂੰ ਗੁਰਮਤਿ ਨਾਲ ਜੋੜਦੇ ਹਨ। bbox=[797, 887, 916, 947]
kartar-photo bbox=[103, 725, 445, 891]
bhindranwale-text-col3: ਆਗੂਆਂ ਨੇ ਕਿਹਾ ਕਿ ਸਿੱਖ ਇਤਿਹਾਸ ਨਾਲ ਛੇੜਛਾੜ ਕਰਨ ਵਾਲਿਆਂ ਖ਼ਿਲਾਫ਼ ਕਾਨੂੰਨੀ ਕਾਰਵਾਈ ਕੀਤੀ ਜਾਵੇਗੀ। ਇਸ ਮੌਕੇ ਵੱਖ-ਵੱਖ ਜਥੇਬੰਦੀਆਂ ਦੇ ਨੁਮਾਇੰਦੇ ਹਾਜ਼ਰ ਸਨ ਅਤੇ ਸਭ ਨੇ ਏਕਤਾ ਦਾ ਪ੍ਰਗਟਾਵਾ ਕੀਤਾ। bbox=[155, 1181, 294, 1220]
rain-photo bbox=[622, 968, 940, 1094]
kartar-headline-line1: ਸ਼ਹੀਦ ਕਰਤਾਰ ਸਿੰਘ ਸਰਾਭਾ ਜੀ ਦੇ ਜੱਦੀ ਘਰ ਆਪ bbox=[38, 664, 418, 688]
govt-award-photo bbox=[788, 418, 1501, 552]
dal-badlu-text-col2: ਉਨ੍ਹਾਂ ਕਿਹਾ ਕਿ ਪੰਥਕ ਸੋਚ ਵਾਲੇ ਉਮੀਦਵਾਰਾਂ ਨੂੰ ਹੀ ਜਿਤਾਇਆ ਜਾਵੇ ਤਾਂ ਜੋ ਕੌਮ ਦੇ ਮਸਲੇ ਪਾਰਲੀਮੈਂਟ ਵਿੱਚ ਉਠਾਏ ਜਾ ਸਕਣ। ਇਸ ਮੌਕੇ ਵੱਖ-ਵੱਖ ਜਥੇਬੰਦੀਆਂ ਦੇ ਆਗੂ ਵੀ ਹਾਜ਼ਰ ਸਨ। ਉਨ੍ਹਾਂ ਸਰਕਾਰ ਦੀਆਂ ਨੀਤੀਆਂ ਦੀ ਸਖ਼ਤ ਆਲੋਚਨਾ ਕੀਤੀ। bbox=[459, 844, 619, 894]
masthead-logo: ਪਹਿਰੇਦਾਰ bbox=[1330, 14, 1490, 54]
lead-headline-line2: ਖਰੀਦ ਦੀ ਹੜਤਾਲ ਕਾਰਨ ਕਣਕ ਨਾ ਵਿਕੀ bbox=[89, 104, 404, 128]
lead-text-col2: ਜਾਣਕਾਰੀ ਅਨੁਸਾਰ ਆੜ੍ਹਤੀਆਂ ਅਤੇ ਮਜ਼ਦੂਰ ਜਥੇਬੰਦੀਆਂ ਵੱਲੋਂ ਕੀਤੀ ਜਾ ਰਹੀ ਹੜਤਾਲ ਕਾਰਨ ਖਰੀਦ ਪ੍ਰਕਿਰਿਆ ਪੂਰੀ ਤਰ੍ਹਾਂ ਠੱਪ ਹੋ ਕੇ ਰਹਿ ਗਈ ਹੈ। ਕਿਸਾਨਾਂ ਦਾ ਕਹਿਣਾ ਹੈ ਕਿ ਜੇਕਰ ਮੀਂਹ ਪੈ ਗਿਆ ਤਾਂ ਉਨ੍ਹਾਂ ਦੀ ਸਾਰੀ ਫ਼ਸਲ ਖ਼ਰਾਬ ਹੋ ਜਾਵੇਗੀ। bbox=[175, 282, 326, 332]
lead-text-col3: ਕਈ ਥਾਵਾਂ 'ਤੇ ਤਾਂ ਕਣਕ ਦੀਆਂ ਬੋਰੀਆਂ ਦੀ ਲਿਫਟਿੰਗ ਵੀ ਨਹੀਂ ਹੋ ਰਹੀ ਜਿਸ ਕਾਰਨ ਮੰਡੀਆਂ ਵਿੱਚ ਜਗ੍ਹਾ ਦੀ ਵੀ ਭਾਰੀ ਘਾਟ ਮਹਿਸੂਸ ਕੀਤੀ ਜਾ ਰਹੀ ਹੈ। ਕਿਸਾਨ ਆਗੂਆਂ ਨੇ ਸਰਕਾਰ ਤੋਂ ਤੁਰੰਤ ਮਸਲਾ ਹੱਲ ਕਰਨ ਦੀ ਮੰਗ ਕੀਤੀ ਹੈ। bbox=[335, 137, 471, 187]
band-1 bbox=[11, 68, 1501, 365]
dal-badlu-headline-line2: ਪੰਥੀ ਸੋਚ ਵਾਲੇ ਉਮੀਦਵਾਰਾਂ ਨੂੰ ਹੀ ਜਿਤਾਉਣਿ : ਟਿਵਾਣਾ bbox=[477, 683, 765, 700]
band-4 bbox=[11, 968, 1501, 1244]
rain-article bbox=[616, 968, 947, 1244]
advocate-text-col4: ਉਨ੍ਹਾਂ ਪਿੰਡ ਚੀਮਾ ਪੱਤਣ ਵਿਖੇ ਸੰਗਤ ਨੂੰ ਸੰਬੋਧਨ ਕਰਦਿਆਂ ਕਿਹਾ ਕਿ ਅਜਿਹੀਆਂ ਘਟਨਾਵਾਂ ਨਾਲ ਸਿੱਖ ਕੌਮ ਦੇ ਹਿਰਦੇ ਵਲੂੰਧਰੇ ਜਾਂਦੇ ਹਨ ਅਤੇ ਸਰਕਾਰ ਦੀ ਚੁੱਪੀ ਸ਼ੱਕ ਪੈਦਾ ਕਰਦੀ ਹੈ। ਉਨ੍ਹਾਂ ਪ੍ਰਸ਼ਾਸਨ ਨੂੰ ਚਿਤਾਵਨੀ ਦਿੱਤੀ ਕਿ ਜੇਕਰ ਇਨਸਾਫ਼ ਨਾ ਮਿਲਿਆ ਤਾਂ ਸੰਘਰਸ਼ ਵਿੱਢਿਆ ਜਾਵੇਗਾ। bbox=[841, 314, 1501, 333]
dal-badlu-headline-line1: 'ਦਲ-ਬਦਲੂਆਂ' ਨੂੰ ਦੇਸ਼ ਵਾਸੀ ਕਰਾਰੀ ਹਾਰ ਦੇਣ ਅਤੇ ਅਨੁੱਖਰਾ bbox=[463, 664, 780, 681]
khalsa-caption: ਸਿੰਘ ਵੱਲੋਂ ਜੇਤੂਆਂ ਨੂੰ ਸਨਮਾਨਿਤ ਕਰਦੇ ਹੋਏ ਪ੍ਰਬੰਧਕ ਅਤੇ ਜੱਥੇ ਦੇ ਮੁਖੀ ਸਿੰਘ ਸਾਹਿਬਾਨ। bbox=[921, 887, 1130, 895]
dal-badlu-text-col1: ਅੰਮ੍ਰਿਤਸਰ, 19 ਅਪ੍ਰੈਲ (ਗੁਰਬੀਰ ਸਿੰਘ ਬਰਾੜ) - ਪੰਥਕ ਜਥੇਬੰਦੀਆਂ ਦੇ ਆਗੂ ਨੇ ਕਿਹਾ ਕਿ ਜਿਹੜੇ ਆਗੂ ਆਪਣੇ ਨਿੱਜੀ ਸਵਾਰਥਾਂ ਲਈ ਪਾਰਟੀਆਂ ਬਦਲਦੇ ਰਹਿੰਦੇ ਹਨ ਉਨ੍ਹਾਂ ਨੂੰ ਲੋਕ ਇਸ ਵਾਰ ਸਬਕ ਸਿਖਾਉਣ। bbox=[459, 710, 550, 780]
govt-award-headline-line2: ਵਿਵੇਕ ਅਤੇ ਡਾ. ਰਾਹੁਲ ਭਟੀਆ ਦੇ ਡਿਜ਼ਾਈਨ ਪੇਟੈਂਟ ਨੂੰ ਮਨਜ਼ੂਰੀ bbox=[980, 395, 1309, 412]
tagore-headline-line1: ਟੈਗੋਰ ਨਿਕੇਤਨ ਮਾਡਲ ਹਾਈ ਸਕੂਲ bbox=[43, 376, 262, 397]
lead-article bbox=[11, 68, 482, 365]
harvester-photo bbox=[496, 68, 685, 184]
govt-award-text-col1: ਮਾਨਸਾ,19 ਅਪ੍ਰੈਲ (ਕੁਲਵਿੰਦਰ ਸਿੰਘ ਰੰਧਾਵਾ) - ਸ਼ਹਿਰ ਦੀ ਪ੍ਰਸਿੱਧ ਵਿਦਿਅਕ ਸੰਸਥਾ ਕਾਲਜ ਆਫ਼ ਫਾਰਮੇਸੀ ਦੇ ਦੋ ਪ੍ਰੋਫੈਸਰਾਂ ਦੇ ਡਿਜ਼ਾਈਨ ਪੇਟੈਂਟ ਨੂੰ ਭਾਰਤ ਸਰਕਾਰ ਵੱਲੋਂ ਮਨਜ਼ੂਰੀ ਮਿਲਣ 'ਤੇ ਸੰਸਥਾ ਵਿੱਚ ਖੁਸ਼ੀ ਦੀ ਲਹਿਰ ਹੈ। bbox=[788, 561, 1347, 570]
navodaya-headline-line2: ਵਿਦਿਆਰਥੀਆਂ ਦਾ ਵਿਸ਼ੇਸ਼ ਸਨਮਾਨ ! bbox=[338, 399, 578, 420]
tikka-article bbox=[947, 968, 1501, 1244]
dal-badlu-text-col3: ਆਗੂਆਂ ਨੇ ਨੌਜਵਾਨਾਂ ਨੂੰ ਅਪੀਲ ਕੀਤੀ ਕਿ ਉਹ ਵੋਟ ਦੀ ਤਾਕਤ ਦੀ ਸਹੀ ਵਰਤੋਂ ਕਰਨ ਅਤੇ ਨਸ਼ਿਆਂ ਤੋਂ ਦੂਰ ਰਹਿਣ। ਅੰਤ ਵਿੱਚ ਸਭ ਦਾ ਧੰਨਵਾਦ ਕੀਤਾ ਗਿਆ। bbox=[624, 844, 784, 873]
registration-color-bar bbox=[0, 2391, 1512, 2411]
topper-portrait bbox=[154, 531, 199, 626]
kartar-article bbox=[11, 664, 452, 957]
ramgarhia-headline-line1: ਰਾਮਗੜ੍ਹੀਆ ਬਰਾਦਰੀ ਵੱਲੋਂ ਮੰਤਰੀ ਭੁੱਲਰ ਦੇ ਖਿਲਾਫ bbox=[61, 1255, 395, 1276]
ramgarhia-text-col2: ਉਨ੍ਹਾਂ ਦੋਸ਼ ਲਾਇਆ ਕਿ ਮੰਤਰੀ ਵੱਲੋਂ ਬਰਾਦਰੀ ਬਾਰੇ ਕੀਤੀ ਟਿੱਪਣੀ ਨਾਲ ਭਾਵਨਾਵਾਂ ਨੂੰ ਠੇਸ ਪਹੁੰਚੀ ਹੈ ਅਤੇ ਉਹ ਤੁਰੰਤ ਮੁਆਫ਼ੀ ਮੰਗਣ। ਜੇਕਰ ਮੰਗਾਂ ਨਾ ਮੰਨੀਆਂ ਗਈਆਂ ਤਾਂ ਸੰਘਰਸ਼ ਵਿੱਢਿਆ ਜਾਵੇਗਾ। bbox=[11, 1446, 225, 1475]
kartar-text-col3: ਉਨ੍ਹਾਂ ਕਿਹਾ ਕਿ ਲੋਕਾਂ ਦਾ ਭਰਵਾਂ ਹੁੰਗਾਰਾ ਮਿਲ ਰਿਹਾ ਹੈ ਅਤੇ ਇਸ ਵਾਰ ਰਿਕਾਰਡ ਵੋਟਾਂ ਨਾਲ ਜਿੱਤ ਹਾਸਲ ਹੋਵੇਗੀ। ਪਿੰਡ ਵਾਸੀਆਂ ਨੇ ਉਮੀਦਵਾਰ ਦਾ ਸਵਾਗਤ ਕੀਤਾ। bbox=[103, 895, 272, 925]
hans-text-col2: ਉਨ੍ਹਾਂ ਕਿਹਾ ਕਿ ਸਿਆਸਤ ਵਿੱਚ ਹਾਰ ਜਿੱਤ ਚਲਦੀ ਰਹਿੰਦੀ ਹੈ ਪਰ ਲੋਕਾਂ ਦਾ ਪਿਆਰ ਸਭ ਤੋਂ ਵੱਡੀ ਪੂੰਜੀ ਹੈ। ਉਨ੍ਹਾਂ ਵਰਕਰਾਂ ਨੂੰ ਪੂਰੀ ਤਾਕਤ ਨਾਲ ਚੋਣ ਮੁਹਿੰਮ ਵਿੱਚ ਜੁਟ ਜਾਣ ਦਾ ਸੱਦਾ ਦਿੱਤਾ। bbox=[1152, 1282, 1501, 1300]
mallanwala-headline-line2: ਵਾਲੀ ਗੱਲ : ਬੀਬੀ ਮਾਨੂੰਕੇ / ਮੱਲਾਂਵਾਲਾ bbox=[502, 1277, 741, 1298]
topper-portrait bbox=[202, 531, 247, 626]
bhagat-headline-line2: ਸ਼੍ਰੋਮਣੀ ਭਗਤ ਧੰਨਾ ਜੀ ਦਾ ਜਨਮ bbox=[625, 392, 772, 406]
advocate-article bbox=[692, 68, 1501, 365]
mallanwala-text-col1: ਜਗਰਾਉਂ (ਪੁਰਬਾ ਸਿੰਘ ਦੀ ਭਾਗਾਂ ਵਾਲਾ) - ਹਲਕਾ ਵਿਧਾਇਕਾ ਬੀਬੀ ਮਾਨੂੰਕੇ ਨੇ ਕਿਹਾ ਕਿ ਬਜ਼ੁਰਗਾਂ ਦਾ ਅਸ਼ੀਰਵਾਦ ਮਿਲਣਾ ਬਹੁਤ ਵੱਡੇ ਮਾਣ ਵਾਲੀ ਗੱਲ ਹੈ। bbox=[459, 1308, 619, 1338]
navodaya-photo bbox=[307, 426, 609, 558]
